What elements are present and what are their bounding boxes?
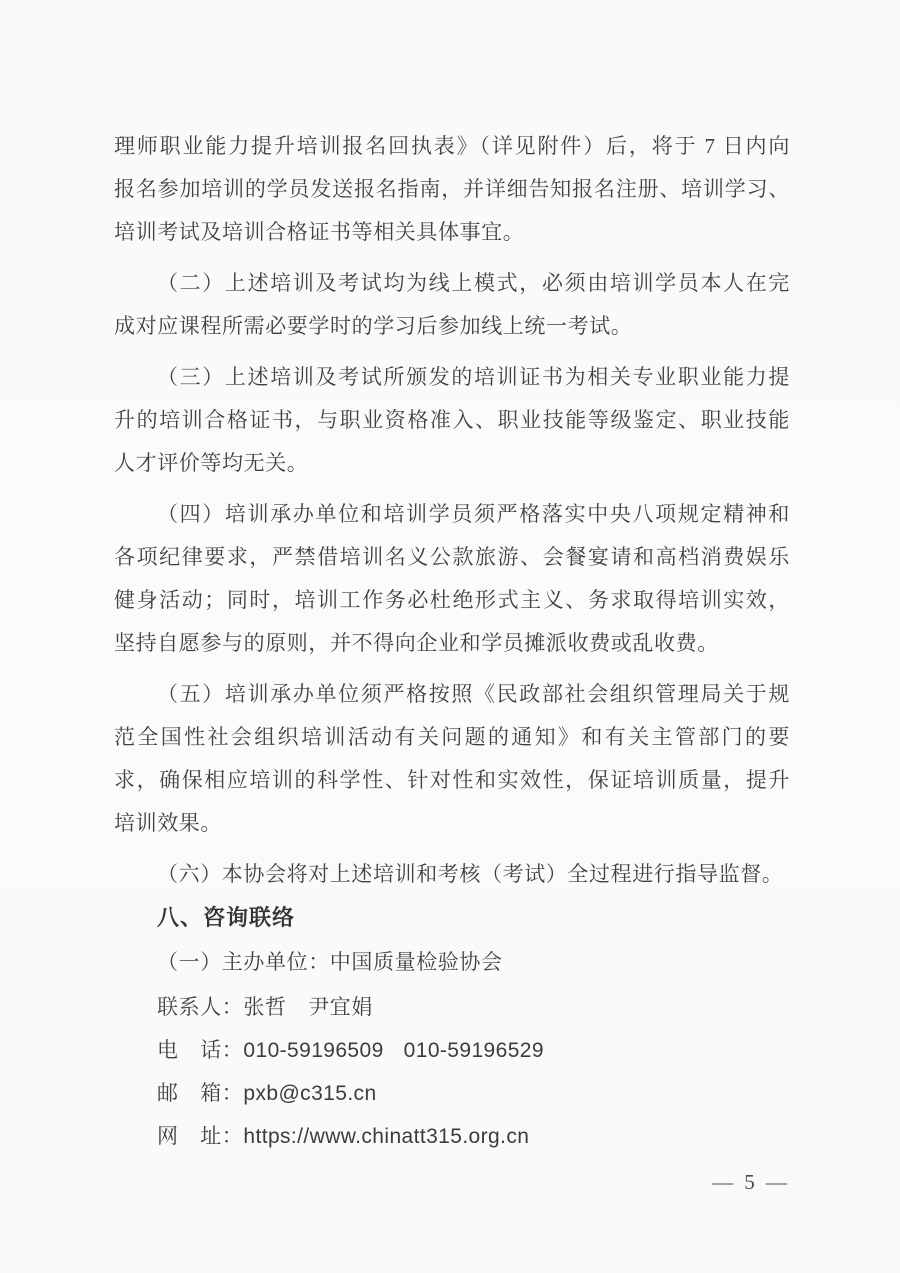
phone-number-1: 010-59196509 [243,1039,384,1062]
organizer-line: （一）主办单位：中国质量检验协会 [157,950,503,974]
email-value: pxb@c315.cn [243,1082,377,1105]
paragraph-2 [114,262,790,348]
text-line: 求，确保相应培训的科学性、针对性和实效性，保证培训质量，提升 [114,768,790,792]
paragraph-3 [114,356,790,485]
contact-person-line [114,986,790,1029]
text-line: 报名参加培训的学员发送报名指南，并详细告知报名注册、培训学习、 [114,177,790,201]
contact-person-value: 张哲 尹宜娟 [243,995,374,1019]
page-number: — 5 — [712,1170,790,1194]
text-line: （三）上述培训及考试所颁发的培训证书为相关专业职业能力提 [157,365,790,389]
text-line: （六）本协会将对上述培训和考核（考试）全过程进行指导监督。 [157,862,784,886]
text-line: 升的培训合格证书，与职业资格准入、职业技能等级鉴定、职业技能 [114,408,790,432]
paragraph-6 [114,853,790,896]
paragraph-4 [114,493,790,665]
text-line: （二）上述培训及考试均为线上模式，必须由培训学员本人在完 [157,271,790,295]
section-heading: 八、咨询联络 [157,905,296,930]
paragraph-5 [114,673,790,845]
text-line: 培训效果。 [114,811,222,835]
website-line [114,1115,790,1158]
text-line: 理师职业能力提升培训报名回执表》（详见附件）后，将于 7 日内向 [114,134,790,158]
text-line: 坚持自愿参与的原则，并不得向企业和学员摊派收费或乱收费。 [114,631,719,655]
text-line: 成对应课程所需必要学时的学习后参加线上统一考试。 [114,314,633,338]
text-line: 培训考试及培训合格证书等相关具体事宜。 [114,220,525,244]
paragraph-1 [114,125,790,254]
text-line: （五）培训承办单位须严格按照《民政部社会组织管理局关于规 [157,682,790,706]
text-line: 各项纪律要求，严禁借培训名义公款旅游、会餐宴请和高档消费娱乐 [114,545,790,569]
phone-label: 电 话： [157,1038,244,1062]
email-line [114,1072,790,1115]
contact-person-label: 联系人： [157,995,244,1019]
text-line: 健身活动；同时，培训工作务必杜绝形式主义、务求取得培训实效， [114,588,790,612]
phone-number-2: 010-59196529 [403,1039,544,1062]
document-body [114,125,790,1158]
website-value: https://www.chinatt315.org.cn [243,1125,530,1148]
text-line: 范全国性社会组织培训活动有关问题的通知》和有关主管部门的要 [114,725,790,749]
phone-line [114,1029,790,1072]
email-label: 邮 箱： [157,1081,244,1105]
text-line: 人才评价等均无关。 [114,451,309,475]
text-line: （四）培训承办单位和培训学员须严格落实中央八项规定精神和 [157,502,790,526]
website-label: 网 址： [157,1124,244,1148]
